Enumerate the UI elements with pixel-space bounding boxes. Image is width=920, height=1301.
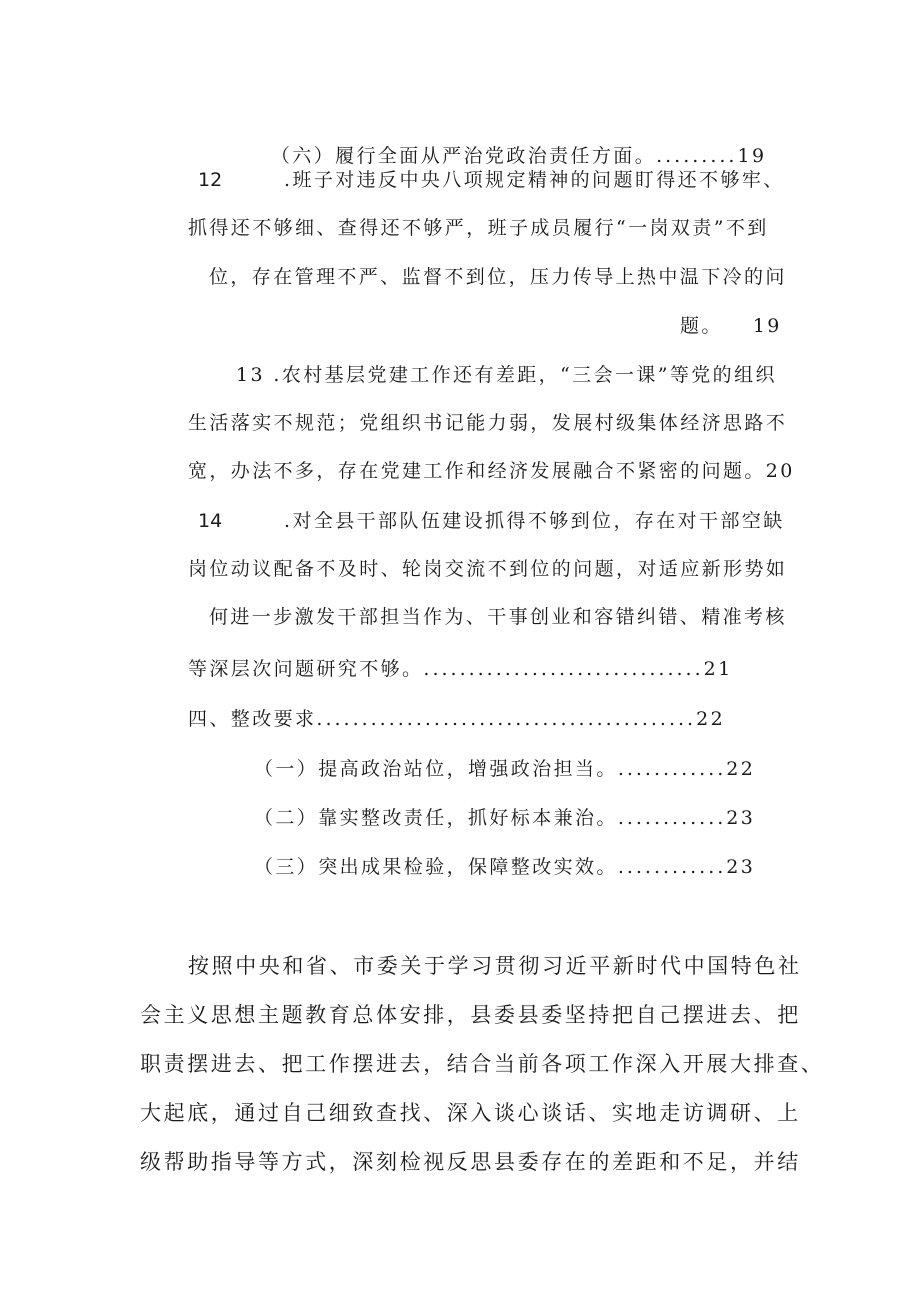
toc-sub-2-page: 23 bbox=[726, 807, 756, 829]
toc-sub-3-text: （三）突出成果检验，保障整改实效。 bbox=[254, 856, 618, 878]
toc-section-4-dots: .......................................... bbox=[316, 708, 697, 730]
toc-item-6-page: 19 bbox=[737, 145, 767, 167]
toc-item-12-page: 19 bbox=[752, 315, 782, 337]
toc-section-4 bbox=[188, 706, 725, 732]
toc-item-12-tail: 题。 bbox=[680, 315, 723, 337]
toc-item-14-tail: 等深层次问题研究不够。 bbox=[188, 658, 424, 680]
toc-section-4-page: 22 bbox=[696, 708, 726, 730]
toc-sub-1-text: （一）提高政治站位，增强政治担当。 bbox=[254, 758, 618, 780]
toc-sub-1 bbox=[254, 756, 755, 782]
toc-item-6 bbox=[254, 117, 766, 169]
toc-item-13-line3: 宽，办法不多，存在党建工作和经济发展融合不紧密的问题。20 bbox=[188, 460, 795, 482]
toc-item-12-line3: 位，存在管理不严、监督不到位，压力传导上热中温下冷的问 bbox=[209, 266, 787, 288]
toc-item-6-text: （六）履行全面从严治党政治责任方面。 bbox=[270, 145, 657, 167]
toc-item-12-line1: .班子对违反中央八项规定精神的问题盯得还不够牢、 bbox=[284, 169, 785, 191]
toc-sub-3-page: 23 bbox=[726, 856, 756, 878]
toc-item-14-line2: 岗位动议配备不及时、轮岗交流不到位的问题，对适应新形势如 bbox=[188, 558, 788, 580]
toc-sub-3 bbox=[254, 854, 755, 880]
toc-item-14-number: 14 bbox=[198, 510, 223, 532]
toc-sub-1-page: 22 bbox=[726, 758, 756, 780]
toc-item-6-dots: ......... bbox=[656, 145, 738, 167]
body-line-3: 职责摆进去、把工作摆进去，结合当前各项工作深入开展大排查、 bbox=[140, 1052, 825, 1076]
toc-item-12-number: 12 bbox=[198, 169, 223, 191]
toc-item-13-line1: 13 .农村基层党建工作还有差距，“三会一课”等党的组织 bbox=[236, 364, 777, 386]
toc-section-4-text: 四、整改要求 bbox=[188, 708, 317, 730]
toc-item-14-dots: ............................... bbox=[423, 658, 704, 680]
body-line-4: 大起底，通过自己细致查找、深入谈心谈话、实地走访调研、上 bbox=[140, 1101, 801, 1125]
toc-item-12-line2: 抓得还不够细、查得还不够严，班子成员履行“一岗双责”不到 bbox=[188, 217, 769, 239]
toc-sub-1-dots: ............ bbox=[617, 758, 727, 780]
toc-item-14-line1: .对全县干部队伍建设抓得不够到位，存在对干部空缺 bbox=[284, 510, 785, 532]
body-line-5: 级帮助指导等方式，深刻检视反思县委存在的差距和不足，并结 bbox=[140, 1150, 801, 1174]
toc-item-14-line3: 何进一步激发干部担当作为、干事创业和容错纠错、精准考核 bbox=[209, 606, 787, 628]
toc-sub-2-dots: ............ bbox=[617, 807, 727, 829]
toc-item-12-line4 bbox=[680, 313, 782, 339]
toc-sub-2 bbox=[254, 805, 755, 831]
toc-sub-3-dots: ............ bbox=[617, 856, 727, 878]
toc-item-14-page: 21 bbox=[703, 658, 733, 680]
toc-item-13-line2: 生活落实不规范；党组织书记能力弱，发展村级集体经济思路不 bbox=[188, 412, 788, 434]
body-line-2: 会主义思想主题教育总体安排，县委县委坚持把自己摆进去、把 bbox=[140, 1003, 801, 1027]
toc-item-14-line4 bbox=[188, 656, 733, 682]
toc-sub-2-text: （二）靠实整改责任，抓好标本兼治。 bbox=[254, 807, 618, 829]
body-line-1: 按照中央和省、市委关于学习贯彻习近平新时代中国特色社 bbox=[188, 954, 802, 978]
